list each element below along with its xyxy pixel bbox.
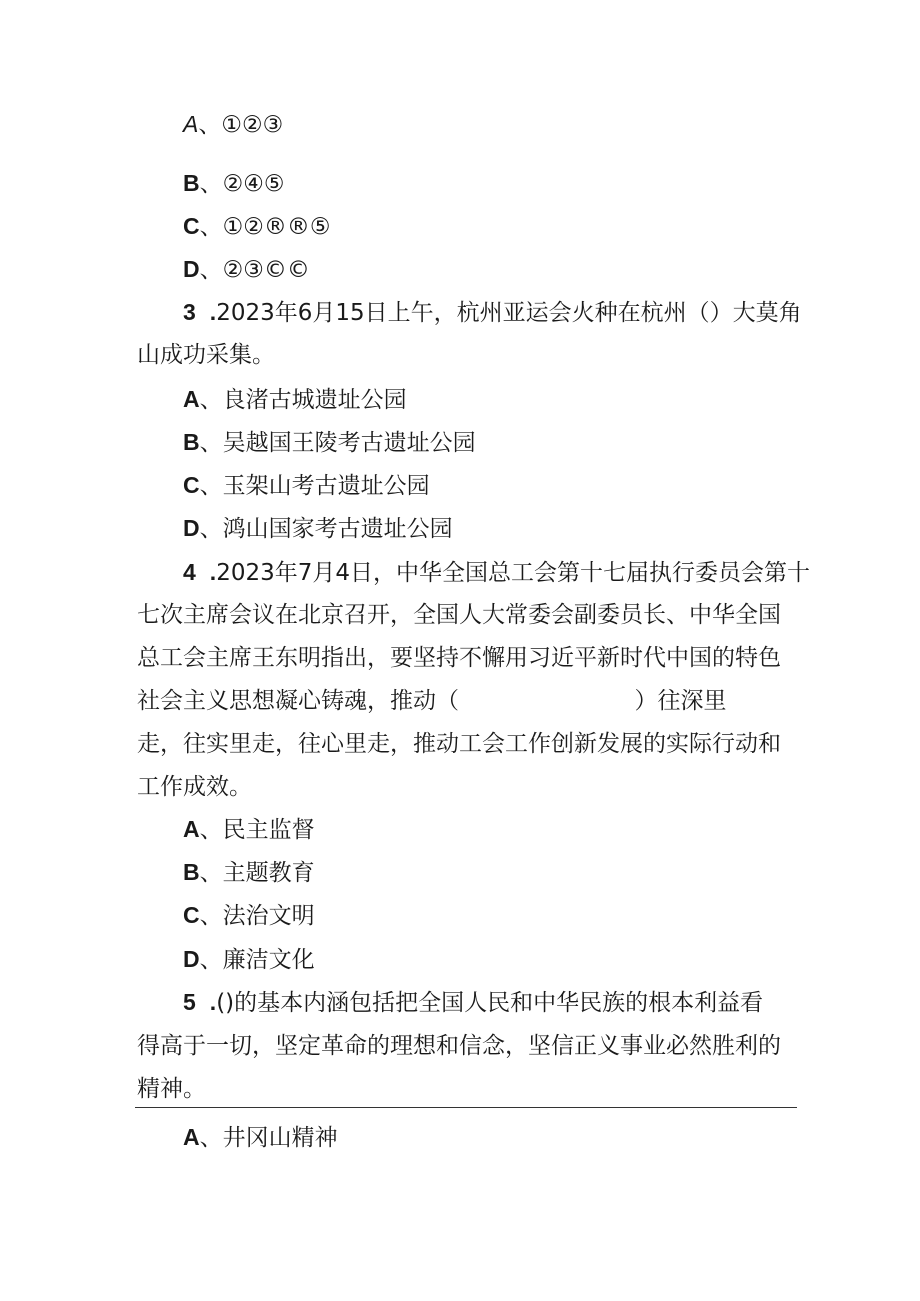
option-letter: B xyxy=(183,170,200,196)
question-number: 3 xyxy=(183,299,196,325)
option-letter: A xyxy=(183,1124,200,1150)
option-text: 良渚古城遗址公园 xyxy=(222,387,407,413)
option-separator: 、 xyxy=(199,171,223,197)
option-separator: 、 xyxy=(199,430,223,456)
option-text: ②③©© xyxy=(222,257,310,283)
question-text: 2023年6月15日上午，杭州亚运会火种在杭州（）大莫角 xyxy=(216,300,802,326)
q3-stem-line-1 xyxy=(183,297,802,328)
option-letter: D xyxy=(183,946,200,972)
option-separator: 、 xyxy=(199,1125,223,1151)
q4-option-d xyxy=(183,944,315,975)
q3-option-c xyxy=(183,470,430,501)
option-text: 玉架山考古遗址公园 xyxy=(222,473,430,499)
q4-stem-line-6: 工作成效。 xyxy=(137,774,252,800)
option-letter: A xyxy=(183,816,200,842)
option-letter: C xyxy=(183,902,200,928)
option-separator: 、 xyxy=(199,516,223,542)
option-letter: A xyxy=(183,111,199,137)
q4-stem-line-4: 社会主义思想凝心铸魂，推动（ ）往深里 xyxy=(137,688,727,714)
q2-option-b xyxy=(183,168,284,199)
q4-option-a xyxy=(183,814,315,845)
q4-stem-line-3: 总工会主席王东明指出，要坚持不懈用习近平新时代中国的特色 xyxy=(137,645,781,671)
option-text: 吴越国王陵考古遗址公园 xyxy=(222,430,476,456)
q2-option-d xyxy=(183,254,310,285)
q5-option-a xyxy=(183,1122,338,1153)
option-separator: 、 xyxy=(199,903,223,929)
option-text: 井冈山精神 xyxy=(222,1125,338,1151)
option-separator: 、 xyxy=(199,387,223,413)
option-text: 廉洁文化 xyxy=(222,947,315,973)
option-separator: 、 xyxy=(199,257,223,283)
option-text: ①②®®⑤ xyxy=(222,214,331,240)
q2-option-c xyxy=(183,211,330,242)
option-text: 法治文明 xyxy=(222,903,315,929)
option-letter: D xyxy=(183,515,200,541)
option-separator: 、 xyxy=(198,112,222,138)
option-separator: 、 xyxy=(199,817,223,843)
option-letter: B xyxy=(183,429,200,455)
option-text: ①②③ xyxy=(221,112,284,138)
q4-option-c xyxy=(183,900,315,931)
question-text: ()的基本内涵包括把全国人民和中华民族的根本利益看 xyxy=(216,990,764,1016)
option-separator: 、 xyxy=(199,473,223,499)
option-letter: C xyxy=(183,213,200,239)
q4-option-b xyxy=(183,857,315,888)
q4-stem-line-1 xyxy=(183,557,810,588)
question-number-dot: . xyxy=(209,989,217,1015)
option-letter: D xyxy=(183,256,200,282)
question-text: 2023年7月4日，中华全国总工会第十七届执行委员会第十 xyxy=(216,560,810,586)
q4-stem-line-5: 走，往实里走，往心里走，推动工会工作创新发展的实际行动和 xyxy=(137,731,781,757)
option-letter: C xyxy=(183,472,200,498)
q3-stem-line-2: 山成功采集。 xyxy=(137,342,275,368)
q5-stem-line-1 xyxy=(183,987,763,1018)
q4-stem-line-2: 七次主席会议在北京召开，全国人大常委会副委员长、中华全国 xyxy=(137,602,781,628)
q5-stem-line-2: 得高于一切，坚定革命的理想和信念，坚信正义事业必然胜利的 xyxy=(137,1033,781,1059)
option-text: 主题教育 xyxy=(222,860,315,886)
option-text: 民主监督 xyxy=(222,817,315,843)
option-text: ②④⑤ xyxy=(222,171,285,197)
q3-option-b xyxy=(183,427,476,458)
question-number: 4 xyxy=(183,559,196,585)
q2-option-a xyxy=(183,109,283,140)
q3-option-a xyxy=(183,384,407,415)
page-divider xyxy=(135,1107,797,1108)
question-number-dot: . xyxy=(209,299,217,325)
option-separator: 、 xyxy=(199,947,223,973)
q5-stem-line-3: 精神。 xyxy=(137,1076,206,1102)
option-letter: A xyxy=(183,386,200,412)
q3-option-d xyxy=(183,513,453,544)
option-separator: 、 xyxy=(199,860,223,886)
question-number: 5 xyxy=(183,989,196,1015)
question-number-dot: . xyxy=(209,559,217,585)
option-letter: B xyxy=(183,859,200,885)
option-text: 鸿山国家考古遗址公园 xyxy=(222,516,453,542)
option-separator: 、 xyxy=(199,214,223,240)
